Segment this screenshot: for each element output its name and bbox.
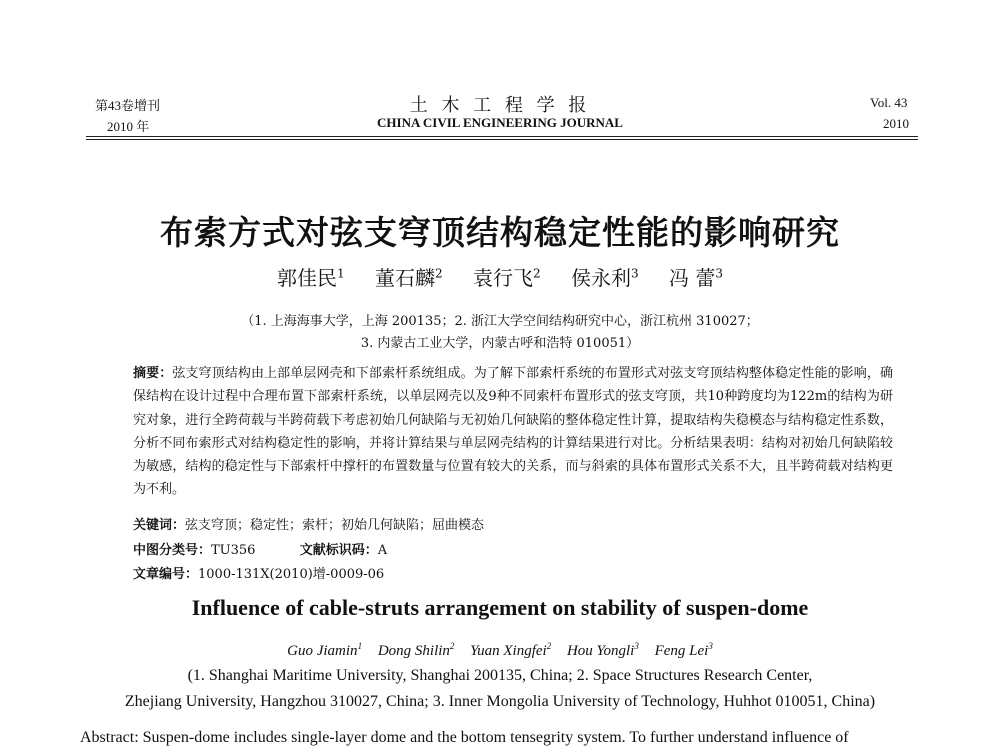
- author-en: Guo Jiamin$^1$: [287, 641, 363, 659]
- abstract-cn: [133, 362, 893, 502]
- header-rule-thin: [86, 139, 918, 140]
- author-en: Yuan Xingfei$^2$: [470, 641, 552, 659]
- header-year: 2010 年: [107, 119, 150, 134]
- abstract-text: 弦支穹顶结构由上部单层网壳和下部索杆系统组成。为了解下部索杆系统的布置形式对弦支穹顶结构整体稳定性能的影响，确保结构在设计过程中合理布置下部索杆系统，以单层网壳以及9种不同索杆布置形式的弦支穹顶，共10种跨度均为122m的结构为研究对象，进行全跨荷载与半跨荷载下考虑初始几何缺陷与无初始几何缺陷的整体稳定性计算，提取结构失稳模态与结构稳定性系数，分析不同布索形式对结构稳定性的影响，并将计算结果与单层网壳结构的计算结果进行对比。分析结果表明：结构对初始几何缺陷较为敏感，结构的稳定性与下部索杆中撑杆的布置数量与位置有较大的关系，而与斜索的具体布置形式关系不大，且半跨荷载对结构更为不利。: [133, 366, 893, 498]
- header-rule: [86, 136, 918, 137]
- classification: 中图分类号：TU356 文献标识码：A: [133, 543, 388, 558]
- authors-en: [0, 641, 1000, 660]
- affiliation-cn-line1: （1. 上海海事大学，上海 200135；2. 浙江大学空间结构研究中心，浙江杭州 310027；: [241, 314, 759, 329]
- affiliation-en-line1: (1. Shanghai Maritime University, Shanghai 200135, China; 2. Space Structures Research Center,: [187, 667, 813, 684]
- authors-cn: [0, 262, 1000, 291]
- article-number: 文章编号：1000-131X(2010)增-0009-06: [133, 567, 385, 582]
- author-cn: 冯 蕾$^3$: [669, 266, 723, 290]
- author-en: Dong Shilin$^2$: [377, 641, 455, 659]
- journal-title-en: CHINA CIVIL ENGINEERING JOURNAL: [377, 115, 623, 130]
- header-vol-en: Vol. 43: [870, 95, 908, 110]
- affiliation-en-line2: Zhejiang University, Hangzhou 310027, China; 3. Inner Mongolia University of Technology, Huhhot 010051, China): [124, 693, 876, 710]
- journal-title-cn: 土 木 工 程 学 报: [409, 95, 591, 116]
- author-cn: 董石麟$^2$: [375, 266, 443, 290]
- author-cn: 侯永利$^3$: [571, 266, 639, 290]
- affiliation-cn-line2: 3. 内蒙古工业大学，内蒙古呼和浩特 010051）: [360, 336, 640, 351]
- author-en: Feng Lei$^3$: [654, 641, 713, 659]
- author-cn: 袁行飞$^2$: [473, 266, 541, 290]
- abstract-en: Abstract: Suspen-dome includes single-layer dome and the bottom tensegrity system. To further understand influence of: [80, 729, 849, 746]
- paper-title-en: Influence of cable-struts arrangement on stability of suspen-dome: [191, 595, 809, 620]
- abstract-label: 摘要：: [133, 366, 173, 381]
- author-en: Hou Yongli$^3$: [566, 641, 639, 659]
- paper-title-cn: 布索方式对弦支穹顶结构稳定性能的影响研究: [160, 213, 840, 252]
- header-volume: 第43卷增刊: [95, 98, 161, 113]
- header-year-en: 2010: [883, 116, 909, 131]
- author-cn: 郭佳民$^1$: [277, 266, 345, 290]
- keywords: 关键词：弦支穹顶；稳定性；索杆；初始几何缺陷；屈曲模态: [133, 518, 485, 533]
